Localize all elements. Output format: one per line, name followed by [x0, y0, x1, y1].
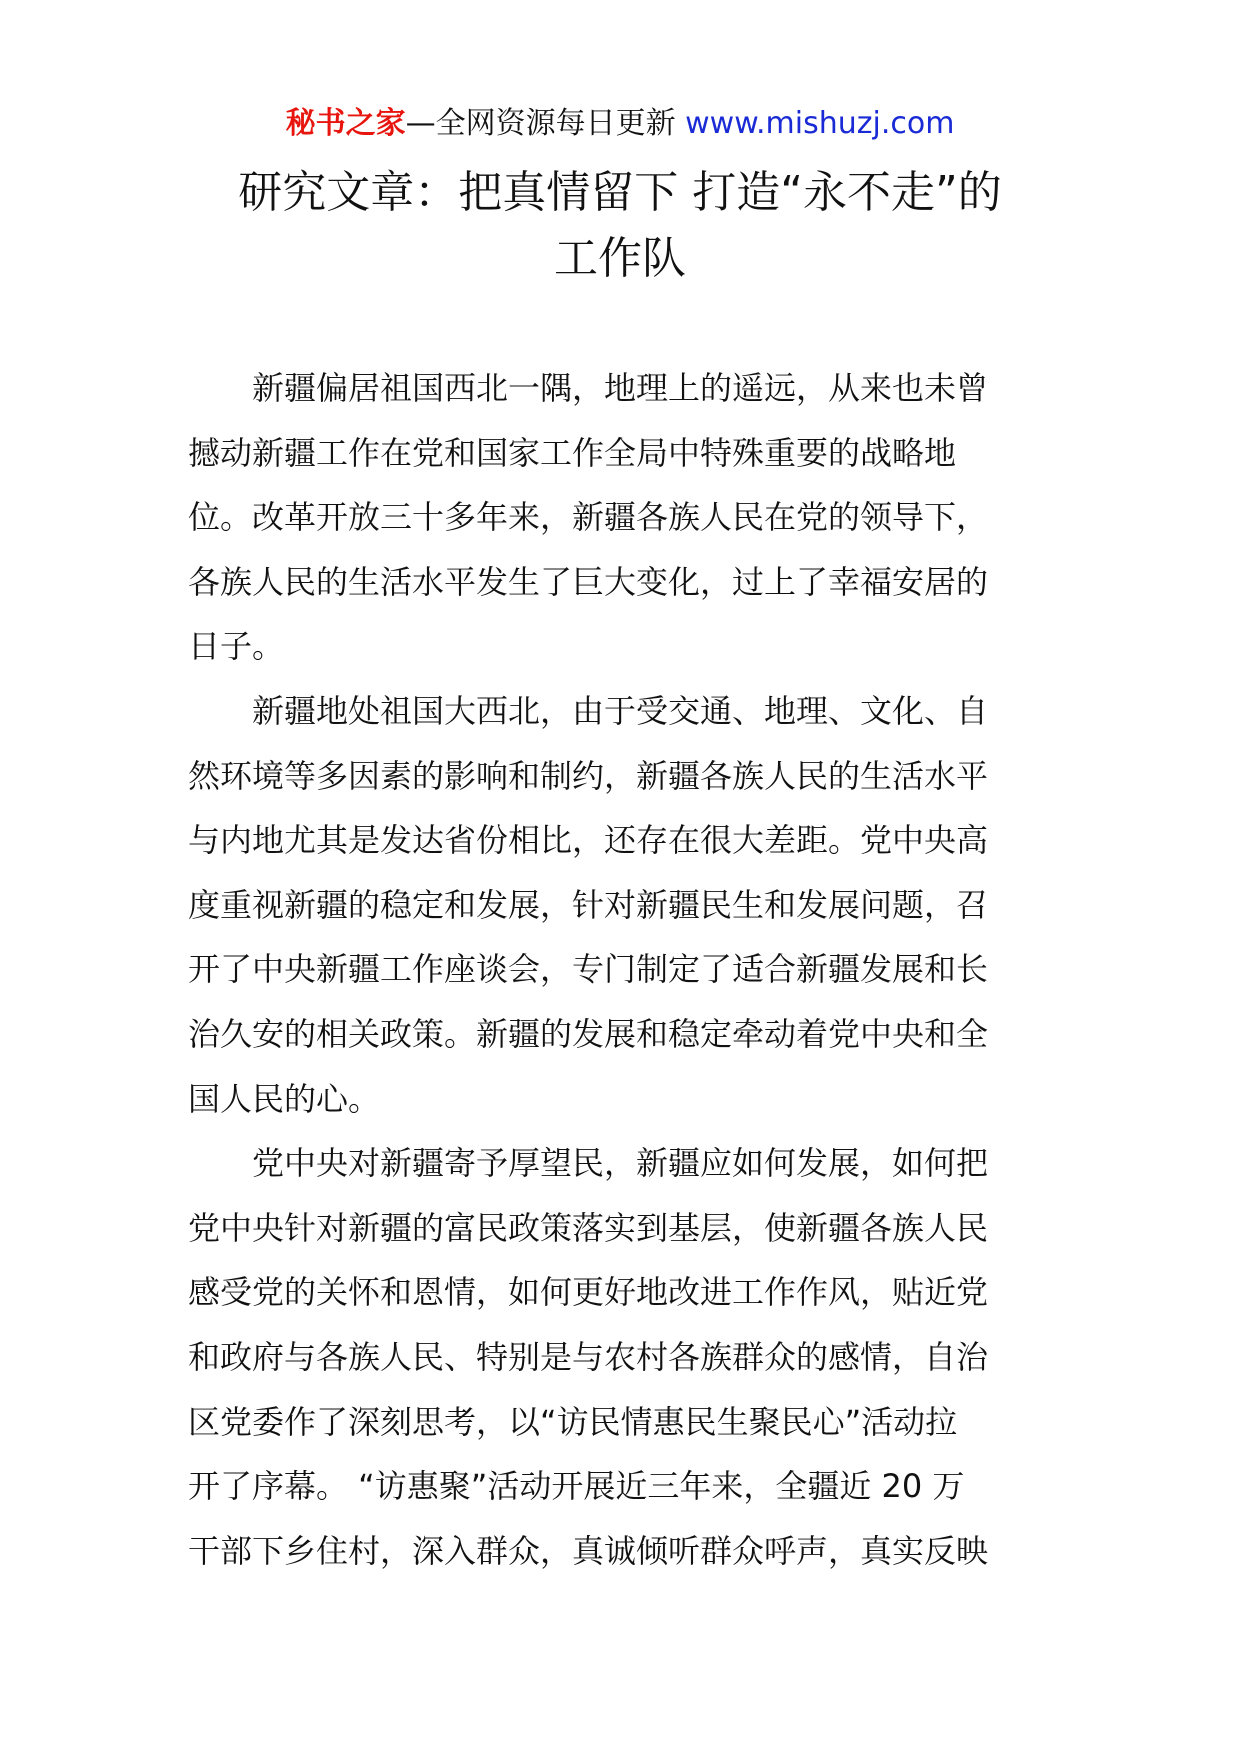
title-line-1: 研究文章：把真情留下 打造“永不走”的: [238, 167, 1002, 218]
text-line: 治久安的相关政策。新疆的发展和稳定牵动着党中央和全: [188, 1014, 989, 1053]
text-line: 干部下乡住村，深入群众，真诚倾听群众呼声，真实反映: [188, 1531, 989, 1570]
document-title: [150, 160, 1090, 292]
text-line: 新疆偏居祖国西北一隅，地理上的遥远，从来也未曾: [252, 369, 989, 407]
paragraph-3: [188, 1131, 1056, 1583]
text-line: 新疆地处祖国大西北，由于受交通、地理、文化、自: [252, 691, 989, 730]
paragraph-2: [188, 679, 1056, 1131]
title-line-2: 工作队: [554, 233, 686, 284]
paragraph-1: [188, 356, 1056, 679]
text-line: 与内地尤其是发达省份相比，还存在很大差距。党中央高: [188, 821, 989, 860]
text-line: 各族人民的生活水平发生了巨大变化，过上了幸福安居的: [188, 562, 989, 601]
site-url-link[interactable]: www.mishuzj.com: [685, 106, 955, 141]
text-line: 撼动新疆工作在党和国家工作全局中特殊重要的战略地: [188, 433, 957, 472]
text-line: 党中央对新疆寄予厚望民，新疆应如何发展，如何把: [252, 1144, 989, 1183]
site-header: [0, 102, 1240, 146]
text-line: 党中央针对新疆的富民政策落实到基层，使新疆各族人民: [188, 1208, 989, 1247]
header-slogan: —全网资源每日更新: [405, 106, 686, 141]
document-body: [188, 356, 1056, 1583]
text-line: 开了序幕。 “访惠聚”活动开展近三年来，全疆近 20 万: [188, 1467, 965, 1506]
text-line: 位。改革开放三十多年来，新疆各族人民在党的领导下，: [188, 498, 989, 537]
text-line: 日子。: [188, 627, 285, 666]
text-line: 区党委作了深刻思考，以“访民情惠民生聚民心”活动拉: [188, 1402, 958, 1441]
text-line: 国人民的心。: [188, 1079, 381, 1118]
text-line: 和政府与各族人民、特别是与农村各族群众的感情，自治: [188, 1337, 989, 1376]
text-line: 开了中央新疆工作座谈会，专门制定了适合新疆发展和长: [188, 950, 989, 989]
brand-name: 秘书之家: [285, 106, 406, 141]
text-line: 感受党的关怀和恩情，如何更好地改进工作作风，贴近党: [188, 1273, 989, 1312]
text-line: 度重视新疆的稳定和发展，针对新疆民生和发展问题，召: [188, 885, 989, 924]
text-line: 然环境等多因素的影响和制约，新疆各族人民的生活水平: [188, 756, 989, 795]
